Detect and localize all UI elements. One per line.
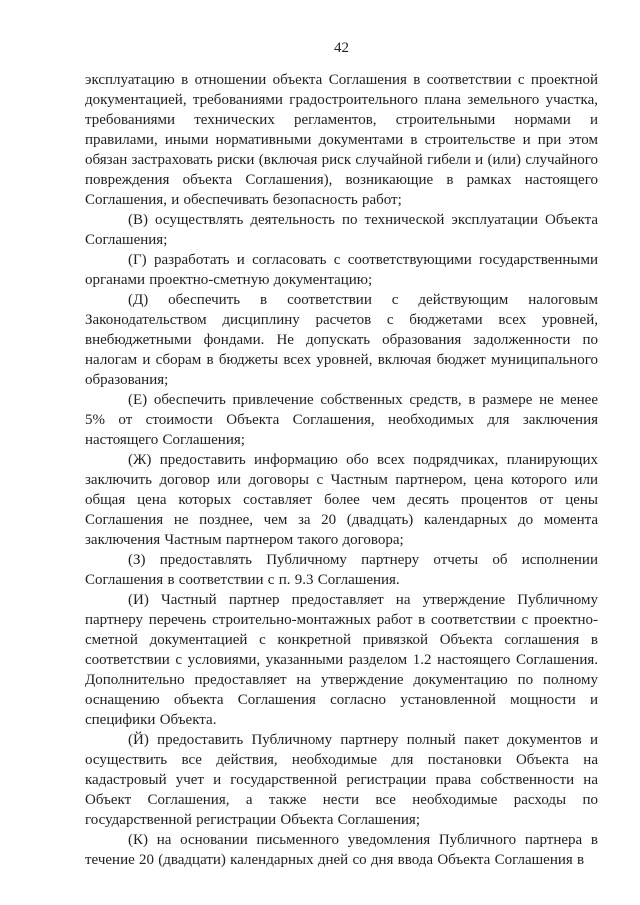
paragraph: (К) на основании письменного уведомления Публичного партнера в течение 20 (двадцати) календарных дней со дня ввода Объекта Соглашения в <box>85 832 598 868</box>
page-number: 42 <box>334 40 349 56</box>
paragraph: (В) осуществлять деятельность по технической эксплуатации Объекта Соглашения; <box>85 212 598 248</box>
paragraph: (И) Частный партнер предоставляет на утверждение Публичному партнеру перечень строительно-монтажных работ в соответствии с проектно-сметной документацией с конкретной привязкой Объекта соглашения в соответствии с условиями, указанными разделом 1.2 настоящего Соглашения. Дополнительно предоставляет на утверждение документацию по полному оснащению объекта Соглашения согласно установленной мощности и специфики Объекта. <box>85 592 598 728</box>
document-body <box>85 70 598 870</box>
paragraph: (Г) разработать и согласовать с соответствующими государственными органами проектно-сметную документацию; <box>85 252 598 288</box>
paragraph: (Д) обеспечить в соответствии с действующим налоговым Законодательством дисциплину расчетов с бюджетами всех уровней, внебюджетными фондами. Не допускать образования задолженности по налогам и сборам в бюджеты всех уровней, включая бюджет муниципального образования; <box>85 292 598 388</box>
paragraph: эксплуатацию в отношении объекта Соглашения в соответствии с проектной документацией, требованиями градостроительного плана земельного участка, требованиями технических регламентов, строительными нормами и правилами, иными нормативными документами в строительстве и при этом обязан застраховать риски (включая риск случайной гибели и (или) случайного повреждения объекта Соглашения), возникающие в рамках настоящего Соглашения, и обеспечивать безопасность работ; <box>85 72 598 208</box>
paragraph: (Й) предоставить Публичному партнеру полный пакет документов и осуществить все действия, необходимые для постановки Объекта на кадастровый учет и государственной регистрации права собственности на Объект Соглашения, а также нести все необходимые расходы по государственной регистрации Объекта Соглашения; <box>85 732 598 828</box>
paragraph: (Ж) предоставить информацию обо всех подрядчиках, планирующих заключить договор или договоры с Частным партнером, цена которого или общая цена которых составляет более чем десять процентов от цены Соглашения не позднее, чем за 20 (двадцать) календарных до момента заключения Частным партнером такого договора; <box>85 452 598 548</box>
paragraph: (З) предоставлять Публичному партнеру отчеты об исполнении Соглашения в соответствии с п. 9.3 Соглашения. <box>85 552 598 588</box>
paragraph: (Е) обеспечить привлечение собственных средств, в размере не менее 5% от стоимости Объекта Соглашения, необходимых для заключения настоящего Соглашения; <box>85 392 598 448</box>
